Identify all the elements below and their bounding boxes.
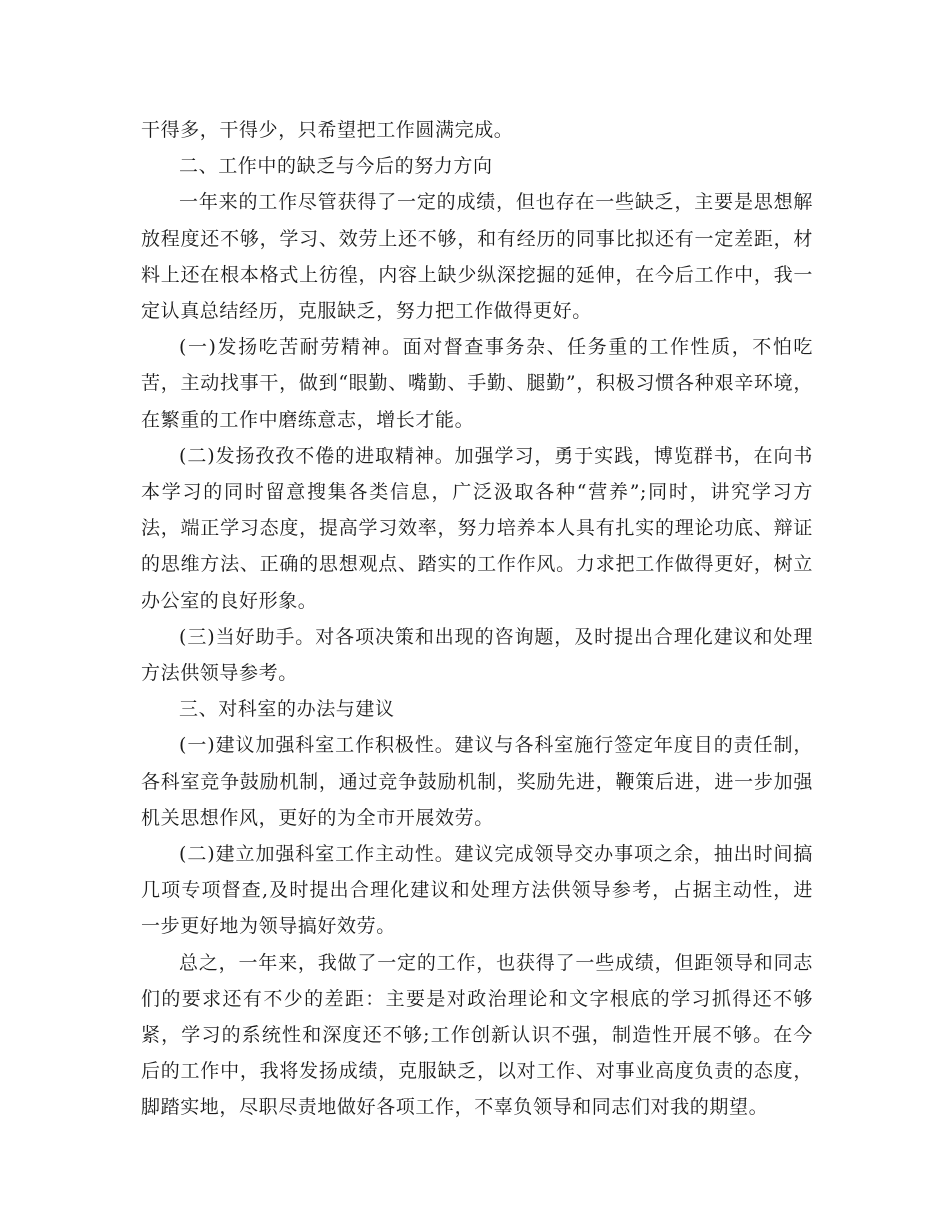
paragraph: (一)建议加强科室工作积极性。建议与各科室施行签定年度目的责任制，各科室竞争鼓励机制，通过竞争鼓励机制，奖励先进，鞭策后进，进一步加强机关思想作风，更好的为全市开展效劳。 — [141, 734, 813, 829]
paragraph: 一年来的工作尽管获得了一定的成绩，但也存在一些缺乏，主要是思想解放程度还不够，学习、效劳上还不够，和有经历的同事比拟还有一定差距，材料上还在根本格式上彷徨，内容上缺少纵深挖掘的延伸，在今后工作中，我一定认真总结经历，克服缺乏，努力把工作做得更好。 — [141, 191, 813, 323]
paragraph: (二)建立加强科室工作主动性。建议完成领导交办事项之余，抽出时间搞几项专项督查,及时提出合理化建议和处理方法供领导参考，占据主动性，进一步更好地为领导搞好效劳。 — [141, 843, 813, 938]
section-heading-3: 三、对科室的办法与建议 — [179, 698, 395, 721]
paragraph-conclusion: 总之，一年来，我做了一定的工作，也获得了一些成绩，但距领导和同志们的要求还有不少的差距：主要是对政治理论和文字根底的学习抓得还不够紧，学习的系统性和深度还不够;工作创新认识不强，制造性开展不够。在今后的工作中，我将发扬成绩，克服缺乏，以对工作、对事业高度负责的态度，脚踏实地，尽职尽责地做好各项工作，不辜负领导和同志们对我的期望。 — [141, 951, 813, 1119]
paragraph-continuation: 干得多，干得少，只希望把工作圆满完成。 — [141, 119, 514, 141]
paragraph: (二)发扬孜孜不倦的进取精神。加强学习，勇于实践，博览群书，在向书本学习的同时留意搜集各类信息，广泛汲取各种“营养”;同时，讲究学习方法，端正学习态度，提高学习效率，努力培养本人具有扎实的理论功底、辩证的思维方法、正确的思想观点、踏实的工作作风。力求把工作做得更好，树立办公室的良好形象。 — [141, 444, 813, 612]
section-heading-2: 二、工作中的缺乏与今后的努力方向 — [179, 155, 493, 178]
paragraph: (三)当好助手。对各项决策和出现的咨询题，及时提出合理化建议和处理方法供领导参考。 — [141, 625, 813, 685]
paragraph: (一)发扬吃苦耐劳精神。面对督查事务杂、任务重的工作性质，不怕吃苦，主动找事干，做到“眼勤、嘴勤、手勤、腿勤”，积极习惯各种艰辛环境，在繁重的工作中磨练意志，增长才能。 — [141, 336, 813, 431]
document-body — [141, 112, 813, 1126]
